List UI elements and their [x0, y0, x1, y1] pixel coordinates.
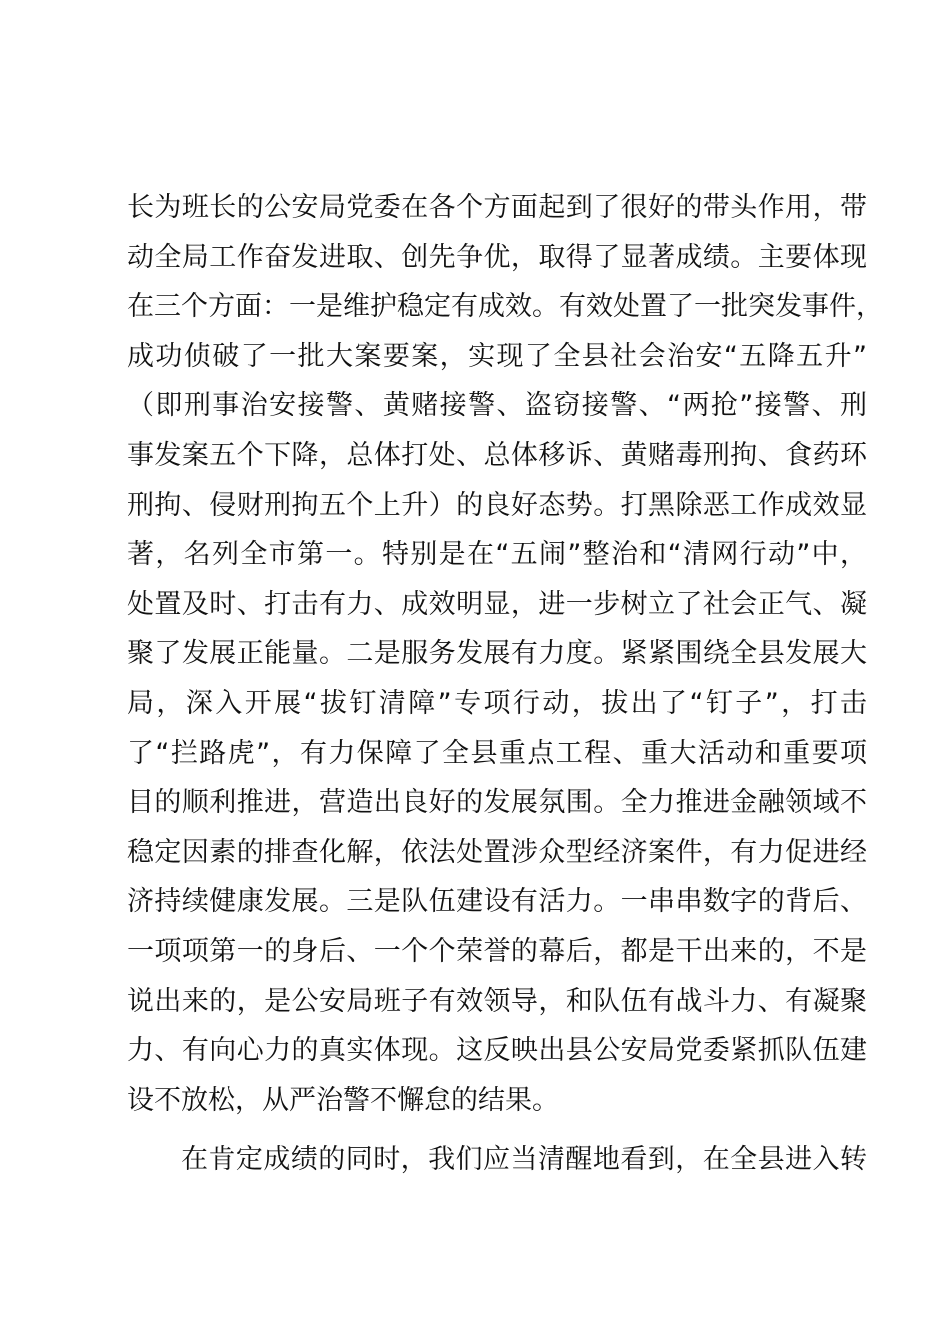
- text-line: 设不放松，从严治警不懈怠的结果。: [127, 1084, 559, 1116]
- text-line: 处置及时、打击有力、成效明显，进一步树立了社会正气、凝: [127, 588, 867, 620]
- text-line: 成功侦破了一批大案要案，实现了全县社会治安“五降五升”: [127, 340, 867, 372]
- text-line: 在肯定成绩的同时，我们应当清醒地看到，在全县进入转: [181, 1144, 867, 1176]
- text-line: 刑拘、侵财刑拘五个上升）的良好态势。打黑除恶工作成效显: [127, 489, 867, 521]
- text-line: （即刑事治安接警、黄赌接警、盗窃接警、“两抢”接警、刑: [127, 390, 867, 422]
- text-line: 聚了发展正能量。二是服务发展有力度。紧紧围绕全县发展大: [127, 638, 867, 670]
- paragraph-2: [127, 1135, 867, 1185]
- text-line: 在三个方面：一是维护稳定有成效。有效处置了一批突发事件，: [127, 291, 883, 323]
- text-line: 了“拦路虎”，有力保障了全县重点工程、重大活动和重要项: [127, 737, 867, 769]
- text-line: 事发案五个下降，总体打处、总体移诉、黄赌毒刑拘、食药环: [127, 439, 867, 471]
- text-line: 著，名列全市第一。特别是在“五闹”整治和“清网行动”中，: [127, 539, 867, 571]
- paragraph-1: [127, 183, 883, 1125]
- text-line: 说出来的，是公安局班子有效领导，和队伍有战斗力、有凝聚: [127, 985, 867, 1017]
- text-line: 局，深入开展“拔钉清障”专项行动，拔出了“钉子”，打击: [127, 687, 867, 719]
- text-line: 稳定因素的排查化解，依法处置涉众型经济案件，有力促进经: [127, 836, 867, 868]
- text-line: 长为班长的公安局党委在各个方面起到了很好的带头作用，带: [127, 192, 867, 223]
- text-line: 一项项第一的身后、一个个荣誉的幕后，都是干出来的，不是: [127, 935, 867, 967]
- document-body: [127, 183, 883, 1185]
- text-line: 目的顺利推进，营造出良好的发展氛围。全力推进金融领域不: [127, 787, 867, 819]
- text-line: 力、有向心力的真实体现。这反映出县公安局党委紧抓队伍建: [127, 1035, 867, 1067]
- text-line: 动全局工作奋发进取、创先争优，取得了显著成绩。主要体现: [127, 241, 867, 273]
- text-line: 济持续健康发展。三是队伍建设有活力。一串串数字的背后、: [127, 886, 867, 918]
